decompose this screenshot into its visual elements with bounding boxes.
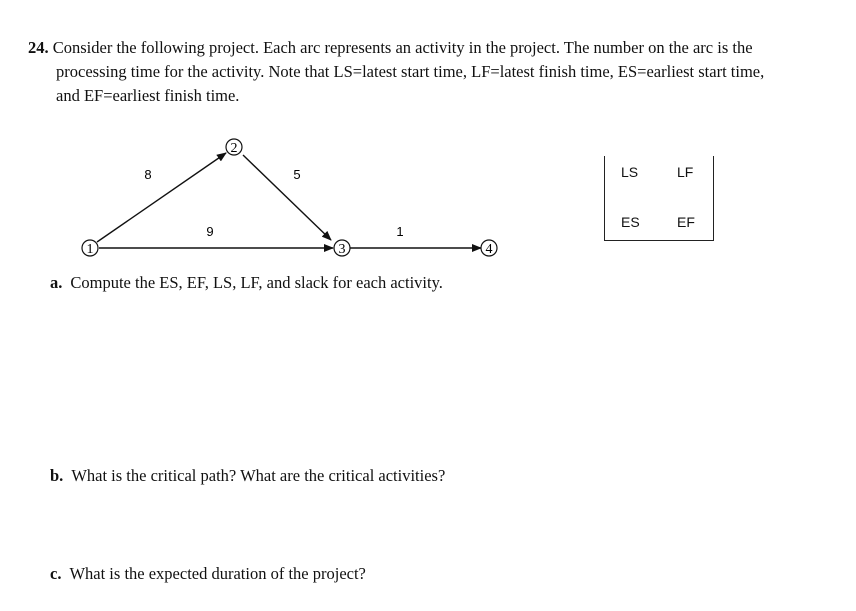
node-3-label: 3 — [338, 242, 346, 257]
legend-lf: LF — [677, 164, 694, 180]
arc-1-2-label: 8 — [144, 167, 152, 182]
arc-3-4-label: 1 — [396, 224, 404, 239]
question-a — [50, 273, 443, 293]
arc-1-3-label: 9 — [206, 224, 214, 239]
node-2 — [226, 139, 242, 156]
problem-line-3: and EF=earliest finish time. — [56, 86, 240, 105]
question-b-text: What is the critical path? What are the critical activities? — [71, 466, 446, 485]
question-b-letter: b. — [50, 466, 64, 485]
question-c — [50, 564, 366, 584]
node-2-label: 2 — [230, 141, 238, 156]
legend-ls: LS — [621, 164, 639, 180]
legend-ef: EF — [677, 214, 695, 230]
node-1 — [82, 240, 98, 257]
question-b — [50, 466, 445, 486]
node-4 — [481, 240, 497, 257]
arc-2-3 — [243, 155, 331, 240]
question-a-text: Compute the ES, EF, LS, LF, and slack for each activity. — [70, 273, 443, 292]
legend-es: ES — [621, 214, 640, 230]
problem-line-2: processing time for the activity. Note that LS=latest start time, LF=latest finish time, ES=earliest start time, — [56, 62, 765, 81]
problem-number: 24. — [28, 38, 49, 57]
arc-2-3-label: 5 — [293, 167, 301, 182]
time-legend-box — [604, 156, 714, 241]
node-4-label: 4 — [485, 242, 493, 257]
question-a-letter: a. — [50, 273, 63, 292]
problem-line-1: Consider the following project. Each arc represents an activity in the project. The number on the arc is the — [52, 38, 753, 57]
question-c-letter: c. — [50, 564, 62, 583]
node-3 — [334, 240, 350, 257]
node-1-label: 1 — [86, 242, 94, 257]
question-c-text: What is the expected duration of the project? — [69, 564, 366, 583]
